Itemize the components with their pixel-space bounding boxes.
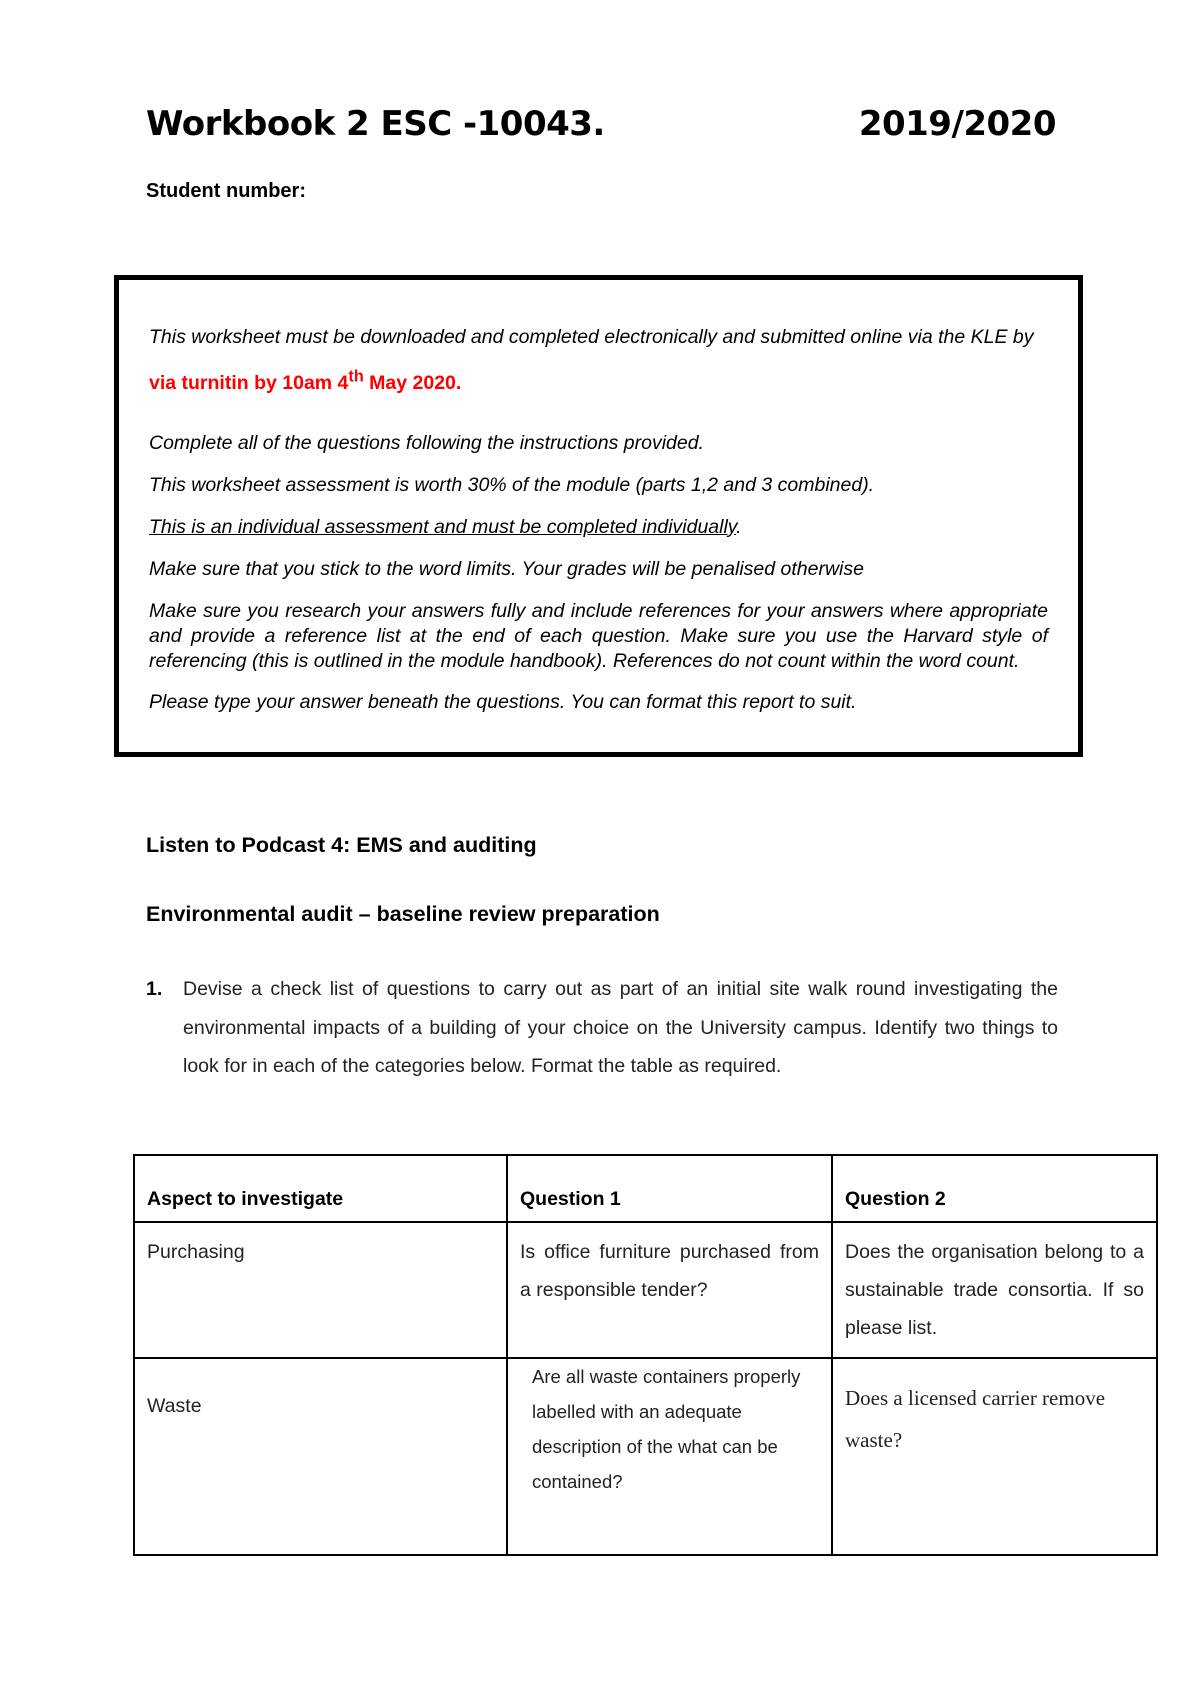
title-text: Workbook 2 ESC -10043.	[146, 104, 605, 144]
table-row	[134, 1222, 1157, 1358]
header-question-2: Question 2	[832, 1155, 1157, 1222]
aspect-cell	[134, 1222, 507, 1358]
question-text: Devise a check list of questions to carry out as part of an initial site walk round investigating the environmental impacts of a building of your choice on the University campus. Identify two things to look for in each of the categories below. Format the table as required.	[183, 978, 1058, 1077]
document-title	[146, 104, 1056, 144]
waste-question-1: Are all waste containers properly labelled with an adequate description of the what can be contained?	[532, 1366, 801, 1492]
audit-heading: Environmental audit – baseline review preparation	[146, 902, 660, 926]
question-number: 1.	[146, 978, 163, 1000]
header-aspect: Aspect to investigate	[134, 1155, 507, 1222]
aspect-waste: Waste	[147, 1395, 202, 1417]
purchasing-question-1: Is office furniture purchased from a responsible tender?	[520, 1241, 819, 1301]
question-1-cell[interactable]	[507, 1358, 832, 1555]
question-1-cell[interactable]	[507, 1222, 832, 1358]
weighting-instruction: This worksheet assessment is worth 30% of the module (parts 1,2 and 3 combined).	[149, 473, 875, 496]
podcast-heading: Listen to Podcast 4: EMS and auditing	[146, 833, 537, 857]
header-question-1: Question 1	[507, 1155, 832, 1222]
waste-question-2: Does a licensed carrier remove waste?	[845, 1386, 1106, 1452]
instructions-box	[114, 275, 1083, 757]
references-instruction: Make sure you research your answers fully and include references for your answers where appropriate and provide a reference list at the end of each question. Make sure you use the Harvard style of referencing (this is outlined in the module handbook). References do not count within the word count.	[149, 599, 1048, 672]
aspect-purchasing: Purchasing	[147, 1241, 245, 1263]
complete-questions-instruction: Complete all of the questions following the instructions provided.	[149, 431, 704, 454]
academic-year: 2019/2020	[858, 104, 1056, 144]
question-1	[146, 970, 1058, 1086]
individual-instruction	[149, 515, 1048, 540]
deadline	[149, 367, 462, 394]
table-header-row	[134, 1155, 1157, 1222]
submission-instruction	[149, 318, 1048, 403]
student-number-label: Student number:	[146, 180, 306, 202]
submission-text: This worksheet must be downloaded and completed electronically and submitted online via the KLE by	[149, 326, 1034, 348]
word-limit-instruction: Make sure that you stick to the word limits. Your grades will be penalised otherwise	[149, 557, 864, 580]
individual-text: This is an individual assessment and must be completed individually	[149, 515, 737, 538]
checklist-table	[133, 1154, 1158, 1556]
purchasing-question-2: Does the organisation belong to a sustainable trade consortia. If so please list.	[845, 1241, 1144, 1339]
individual-period: .	[736, 515, 742, 538]
aspect-cell	[134, 1358, 507, 1555]
answer-format-instruction: Please type your answer beneath the questions. You can format this report to suit.	[149, 690, 857, 713]
deadline-month: May 2020.	[363, 371, 462, 394]
question-2-cell[interactable]	[832, 1358, 1157, 1555]
deadline-suffix-sup: th	[348, 367, 364, 385]
table-row	[134, 1358, 1157, 1555]
question-2-cell[interactable]	[832, 1222, 1157, 1358]
deadline-date: via turnitin by 10am 4	[149, 371, 349, 394]
